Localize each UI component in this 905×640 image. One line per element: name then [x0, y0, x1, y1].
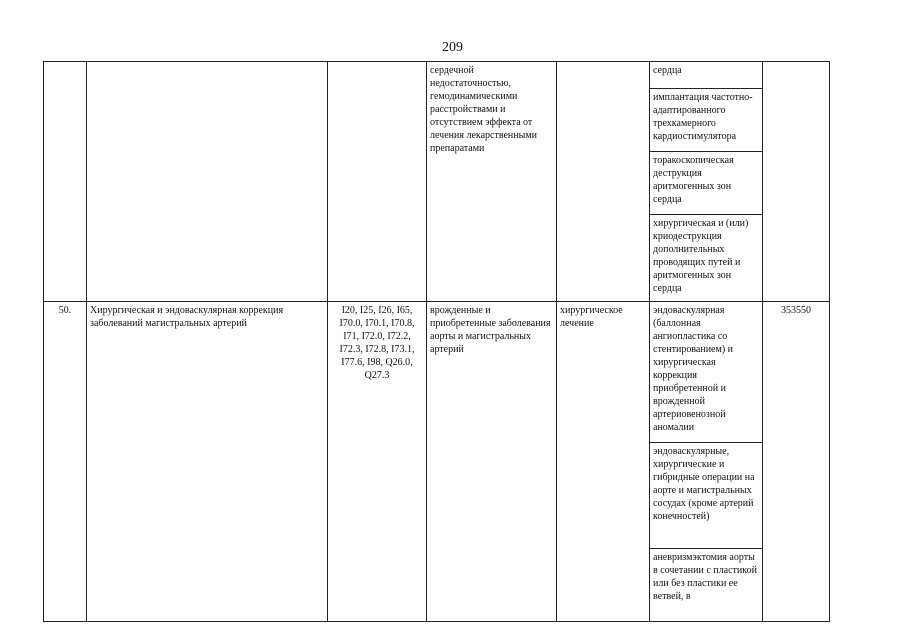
- cost-value: 353550: [781, 305, 811, 316]
- method-item: эндоваскулярная (баллонная ангиопластика со стентированием) и хирургическая коррекция приобретенной и врожденной артериовенозной аномалии: [653, 305, 733, 433]
- cost-cell: [763, 62, 830, 302]
- method-item: имплантация частотно-адаптированного трехкамерного кардиостимулятора: [650, 88, 762, 151]
- method-item: торакоскопическая деструкция аритмогенных зон сердца: [650, 151, 762, 214]
- procedure-name: [87, 62, 327, 67]
- diagnosis-codes-cell: [328, 62, 427, 302]
- row-number: 50.: [58, 305, 72, 316]
- table-row: [44, 62, 830, 302]
- treatment-type-cell: [557, 302, 650, 622]
- method-item: аневризмэктомия аорты в сочетании с пластикой или без пластики ее ветвей, в: [650, 548, 762, 621]
- method-item: сердца: [653, 65, 682, 76]
- diagnosis-codes-cell: [328, 302, 427, 622]
- method-item: хирургическая и (или) криодеструкция дополнительных проводящих путей и аритмогенных зон сердца: [650, 214, 762, 301]
- row-number-cell: [44, 62, 87, 302]
- methods-cell: [650, 62, 763, 302]
- treatment-type: [557, 62, 649, 67]
- condition-text: врожденные и приобретенные заболевания аорты и магистральных артерий: [430, 305, 551, 355]
- methods-cell: [650, 302, 763, 622]
- procedure-name-cell: [87, 62, 328, 302]
- procedure-name: Хирургическая и эндоваскулярная коррекция заболеваний магистральных артерий: [90, 305, 284, 329]
- row-number: [44, 62, 86, 67]
- page-number: 209: [442, 40, 463, 55]
- treatment-type-cell: [557, 62, 650, 302]
- condition-text: сердечной недостаточностью, гемодинамическими расстройствами и отсутствием эффекта от лечения лекарственными препаратами: [430, 65, 538, 154]
- condition-cell: [427, 62, 557, 302]
- diagnosis-codes: I20, I25, I26, I65, I70.0, I70.1, I70.8, I71, I72.0, I72.2, I72.3, I72.8, I73.1, I77.6, I98, Q26.0, Q27.3: [339, 305, 415, 381]
- table-row: [44, 302, 830, 622]
- procedure-name-cell: [87, 302, 328, 622]
- row-number-cell: [44, 302, 87, 622]
- method-item: эндоваскулярные, хирургические и гибридные операции на аорте и магистральных сосудах (кроме артерий конечностей): [650, 442, 762, 548]
- diagnosis-codes: [328, 62, 426, 67]
- cost-cell: [763, 302, 830, 622]
- condition-cell: [427, 302, 557, 622]
- document-table: [43, 61, 830, 622]
- treatment-type: хирургическое лечение: [560, 305, 623, 329]
- cost-value: [763, 62, 829, 67]
